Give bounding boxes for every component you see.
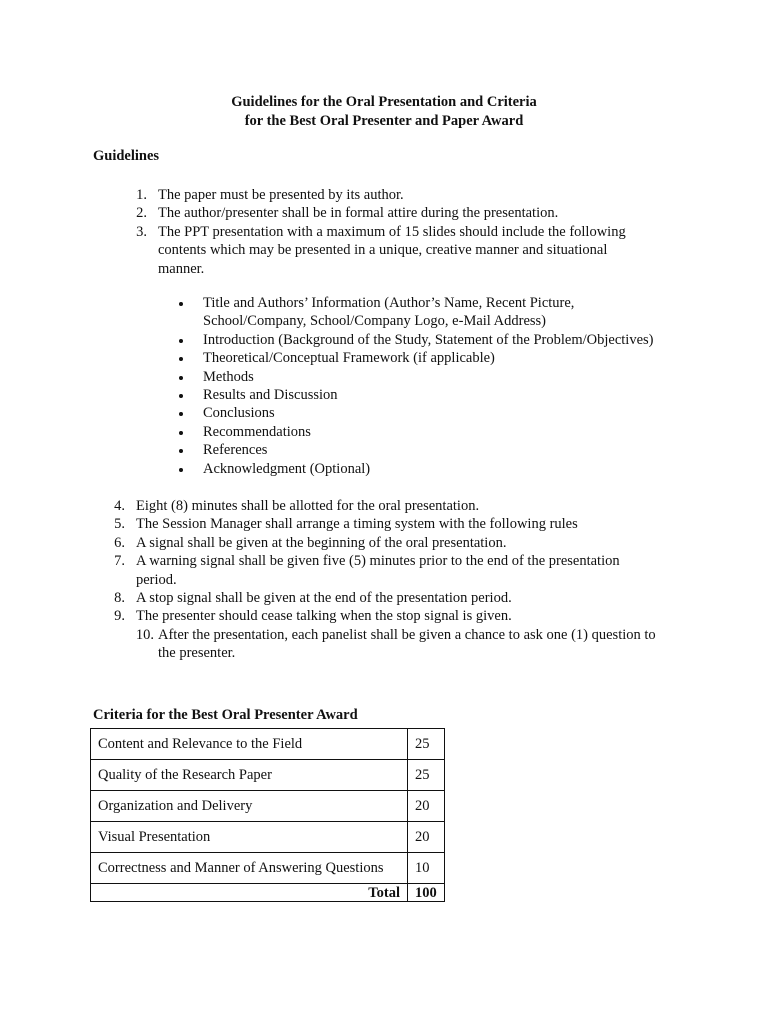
total-points: 100	[408, 884, 445, 902]
total-label: Total	[91, 884, 408, 902]
list-item-number: 8.	[114, 590, 125, 606]
list-item-text: The Session Manager shall arrange a timing system with the following rules	[136, 516, 578, 533]
criterion-label: Correctness and Manner of Answering Questions	[91, 853, 408, 884]
bullet-item-text: Introduction (Background of the Study, Statement of the Problem/Objectives)	[203, 331, 654, 348]
list-item-text: manner.	[158, 260, 205, 277]
table-row	[91, 729, 445, 760]
bullet-icon	[179, 339, 183, 343]
criterion-label: Visual Presentation	[91, 822, 408, 853]
criterion-label: Quality of the Research Paper	[91, 760, 408, 791]
table-row	[91, 822, 445, 853]
list-item-number: 7.	[114, 553, 125, 570]
list-item-number: 1.	[136, 187, 147, 203]
bullet-item-text: Title and Authors’ Information (Author’s Name, Recent Picture,	[203, 295, 575, 311]
criteria-table	[90, 728, 445, 902]
bullet-item-text: Results and Discussion	[203, 387, 338, 403]
list-item-number: 3.	[136, 223, 147, 240]
table-row	[91, 853, 445, 884]
criterion-points: 20	[408, 791, 445, 822]
bullet-icon	[179, 394, 183, 398]
bullet-icon	[179, 302, 183, 306]
criterion-label: Content and Relevance to the Field	[91, 729, 408, 760]
list-item-text: contents which may be presented in a unique, creative manner and situational	[158, 242, 608, 259]
list-item-number: 4.	[114, 498, 125, 514]
bullet-item-text: Acknowledgment (Optional)	[203, 460, 371, 477]
bullet-icon	[179, 468, 183, 472]
criteria-heading: Criteria for the Best Oral Presenter Award	[93, 707, 358, 723]
criterion-points: 25	[408, 729, 445, 760]
bullet-item-text: Theoretical/Conceptual Framework (if applicable)	[203, 350, 495, 367]
list-item-text: the presenter.	[158, 645, 236, 662]
list-item-text: The paper must be presented by its author.	[158, 187, 404, 203]
document-title	[0, 93, 768, 130]
bullet-item-text: Methods	[203, 368, 254, 385]
bullet-icon	[179, 357, 183, 361]
title-line-1: Guidelines for the Oral Presentation and Criteria	[231, 94, 537, 110]
guidelines-heading: Guidelines	[93, 148, 160, 164]
bullet-item-text: Recommendations	[203, 423, 311, 440]
list-item-number: 10.	[135, 626, 154, 643]
total-row	[91, 884, 445, 902]
criterion-points: 25	[408, 760, 445, 791]
list-item-text: A warning signal shall be given five (5) minutes prior to the end of the presentation	[136, 553, 620, 570]
bullet-item-text: School/Company, School/Company Logo, e-Mail Address)	[203, 313, 547, 330]
table-row	[91, 760, 445, 791]
list-item-number: 9.	[114, 608, 125, 625]
list-item-number: 6.	[114, 534, 125, 551]
list-item-text: A stop signal shall be given at the end of the presentation period.	[136, 590, 512, 606]
list-item-text: Eight (8) minutes shall be allotted for the oral presentation.	[136, 498, 480, 514]
list-item-text: The PPT presentation with a maximum of 15 slides should include the following	[158, 223, 626, 240]
criterion-points: 10	[408, 853, 445, 884]
bullet-icon	[179, 431, 183, 435]
list-item-text: The presenter should cease talking when the stop signal is given.	[136, 608, 512, 625]
list-item-text: After the presentation, each panelist shall be given a chance to ask one (1) question to	[158, 626, 656, 643]
list-item-text: The author/presenter shall be in formal attire during the presentation.	[158, 205, 559, 222]
list-item-text: period.	[136, 571, 177, 588]
title-line-2: for the Best Oral Presenter and Paper Award	[244, 112, 524, 129]
bullet-item-text: Conclusions	[203, 405, 275, 422]
bullet-item-text: References	[203, 442, 268, 459]
list-item-number: 5.	[114, 516, 125, 533]
criterion-label: Organization and Delivery	[91, 791, 408, 822]
table-row	[91, 791, 445, 822]
list-item-text: A signal shall be given at the beginning of the oral presentation.	[136, 534, 507, 551]
bullet-icon	[179, 449, 183, 453]
criterion-points: 20	[408, 822, 445, 853]
bullet-icon	[179, 376, 183, 380]
list-item-number: 2.	[136, 205, 147, 222]
bullet-icon	[179, 412, 183, 416]
